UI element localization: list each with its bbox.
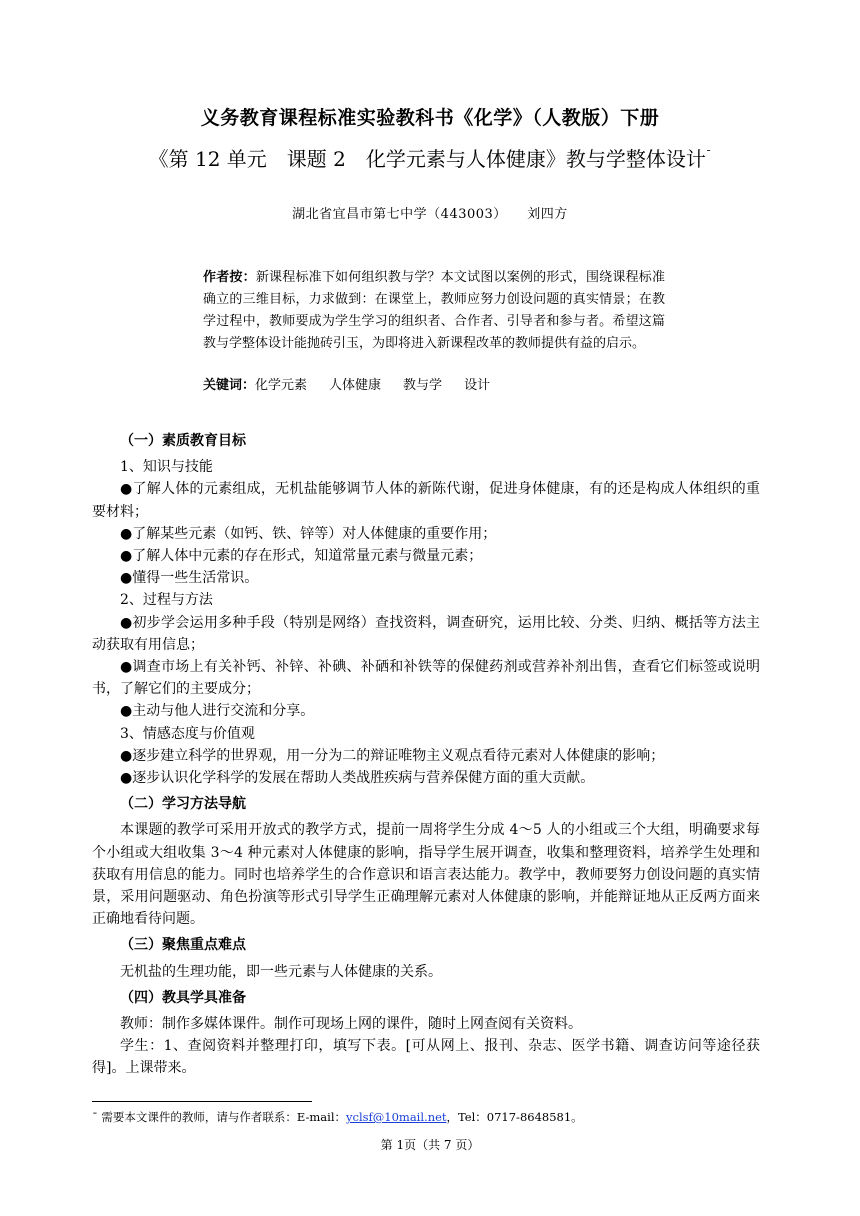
keyword-item: 人体健康 bbox=[329, 378, 382, 393]
bullet-item: ●逐步建立科学的世界观，用一分为二的辩证唯物主义观点看待元素对人体健康的影响； bbox=[120, 747, 665, 764]
section-heading-goals: （一）素质教育目标 bbox=[120, 433, 246, 449]
footnote-mark: ¯ bbox=[92, 1110, 98, 1124]
author-line: 湖北省宜昌市第七中学（443003） 刘四方 bbox=[292, 207, 568, 222]
bullet-item: ●懂得一些生活常识。 bbox=[120, 570, 259, 587]
bullet-item: ●初步学会运用多种手段（特别是网络）查找资料，调查研究，运用比较、分类、归纳、概括等方法主动获取有用信息； bbox=[92, 614, 760, 653]
bullet-item: ●了解某些元素（如钙、铁、锌等）对人体健康的重要作用； bbox=[120, 525, 497, 542]
keyword-item: 设计 bbox=[464, 378, 491, 393]
subheading-knowledge: 1、知识与技能 bbox=[120, 459, 213, 476]
footnote-divider bbox=[92, 1101, 312, 1102]
paragraph: 本课题的教学可采用开放式的教学方式，提前一周将学生分成 4～5 人的小组或三个大组，明确要求每个小组或大组收集 3～4 种元素对人体健康的影响，指导学生展开调查，收集和整理资料，培养学生处理和获取有用信息的能力。同时也培养学生的合作意识和语言表达能力。教学中，教师要努力创设问题的真实情景，采用问题驱动、角色扮演等形式引导学生正确理解元素对人体健康的影响，并能辩证地从正反两方面来正确地看待问题。 bbox=[92, 822, 760, 928]
section-heading-method: （二）学习方法导航 bbox=[120, 796, 246, 813]
keywords-label: 关键词： bbox=[203, 378, 256, 393]
page-number: 第 1页（共 7 页） bbox=[380, 1138, 480, 1152]
bullet-item: ●逐步认识化学科学的发展在帮助人类战胜疾病与营养保健方面的重大贡献。 bbox=[120, 770, 595, 787]
bullet-item: ●了解人体中元素的存在形式，知道常量元素与微量元素； bbox=[120, 548, 483, 565]
document-body bbox=[92, 430, 760, 1080]
footnote-marker: ¯ bbox=[705, 148, 712, 162]
section-heading-focus: （三）聚焦重点难点 bbox=[120, 937, 246, 954]
sub-title bbox=[0, 143, 860, 172]
author-note-text: 新课程标准下如何组织教与学？本文试图以案例的形式，围绕课程标准确立的三维目标，力求做到：在课堂上，教师应努力创设问题的真实情景；在教学过程中，教师要成为学生学习的组织者、合作者、引导者和参与者。希望这篇教与学整体设计能抛砖引玉，为即将进入新课程改革的教师提供有益的启示。 bbox=[203, 270, 665, 351]
section-heading-materials: （四）教具学具准备 bbox=[120, 989, 246, 1006]
paragraph: 教师：制作多媒体课件。制作可现场上网的课件，随时上网查阅有关资料。 bbox=[120, 1016, 582, 1033]
bullet-item: ●调查市场上有关补钙、补锌、补碘、补硒和补铁等的保健药剂或营养补剂出售，查看它们标签或说明书，了解它们的主要成分； bbox=[92, 659, 760, 698]
author-note bbox=[203, 267, 665, 355]
bullet-item: ●主动与他人进行交流和分享。 bbox=[120, 703, 315, 720]
keyword-item: 教与学 bbox=[403, 378, 443, 393]
keyword-item: 化学元素 bbox=[255, 378, 308, 393]
paragraph: 无机盐的生理功能，即一些元素与人体健康的关系。 bbox=[120, 963, 442, 980]
main-title: 义务教育课程标准实验教科书《化学》（人教版）下册 bbox=[200, 107, 660, 129]
footnote-suffix: ，Tel：0717-8648581。 bbox=[446, 1110, 583, 1124]
sub-title-text: 《第 12 单元 课题 2 化学元素与人体健康》教与学整体设计 bbox=[148, 147, 706, 171]
footnote bbox=[92, 1109, 583, 1125]
subheading-process: 2、过程与方法 bbox=[120, 592, 213, 609]
author-note-label: 作者按： bbox=[203, 270, 256, 285]
email-link[interactable]: yclsf@10mail.net bbox=[346, 1110, 447, 1124]
keywords bbox=[203, 375, 512, 397]
footnote-prefix: 需要本文课件的教师，请与作者联系：E-mail： bbox=[101, 1110, 347, 1124]
bullet-item: ●了解人体的元素组成，无机盐能够调节人体的新陈代谢，促进身体健康，有的还是构成人体组织的重要材料； bbox=[92, 481, 760, 520]
subheading-attitude: 3、情感态度与价值观 bbox=[120, 725, 255, 742]
paragraph: 学生：1、查阅资料并整理打印，填写下表。[可从网上、报刊、杂志、医学书籍、调查访问等途径获得]。上课带来。 bbox=[92, 1038, 760, 1077]
